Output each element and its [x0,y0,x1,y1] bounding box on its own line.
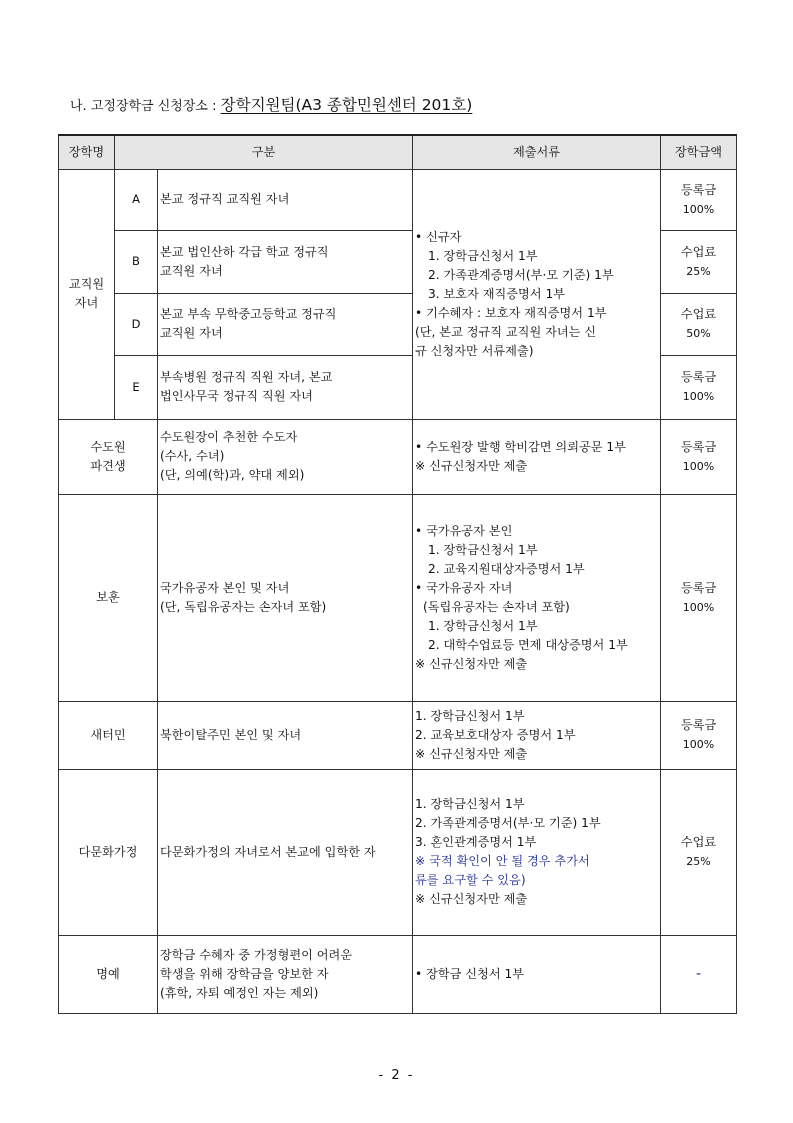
grade-b: B [115,230,158,293]
monastery-desc: 수도원장이 추천한 수도자 (수사, 수녀) (단, 의예(학)과, 약대 제외) [158,419,413,494]
scholarship-table [58,134,737,1014]
honor-amount: - [661,935,737,1013]
heading-prefix: 나. 고정장학금 신청장소 : [70,99,221,114]
grade-b-amount: 수업료 25% [661,230,737,293]
multicultural-name: 다문화가정 [59,769,158,935]
monastery-name: 수도원 파견생 [59,419,158,494]
staff-docs-cell: • 신규자 1. 장학금신청서 1부 2. 가족관계증명서(부·모 기준) 1부 3. 보호자 재직증명서 1부 • 기수혜자 : 보호자 재직증명서 1부 (단, 본교 정규직 교직원 자녀는 신 규 신청자만 서류제출) [413,169,661,419]
multicultural-desc: 다문화가정의 자녀로서 본교에 입학한 자 [158,769,413,935]
multicultural-amount: 수업료 25% [661,769,737,935]
table-row [59,701,737,769]
honor-desc: 장학금 수혜자 중 가정형편이 어려운 학생을 위해 장학금을 양보한 자 (휴학, 자퇴 예정인 자는 제외) [158,935,413,1013]
grade-a-desc: 본교 정규직 교직원 자녀 [158,169,413,230]
grade-e-desc: 부속병원 정규직 직원 자녀, 본교 법인사무국 정규직 직원 자녀 [158,355,413,419]
table-row [59,169,737,230]
table-row [59,494,737,701]
defector-docs: 1. 장학금신청서 1부 2. 교육보호대상자 증명서 1부 ※ 신규신청자만 제출 [413,701,661,769]
grade-a-amount: 등록금 100% [661,169,737,230]
table-row [59,419,737,494]
grade-e-amount: 등록금 100% [661,355,737,419]
table-header-row [59,135,737,169]
section-heading [70,93,472,115]
grade-e: E [115,355,158,419]
multicultural-docs: 1. 장학금신청서 1부 2. 가족관계증명서(부·모 기준) 1부 3. 혼인관계증명서 1부 ※ 국적 확인이 안 될 경우 추가서 류를 요구할 수 있음) ※ 신규신청자만 제출 [413,769,661,935]
veteran-desc: 국가유공자 본인 및 자녀 (단, 독립유공자는 손자녀 포함) [158,494,413,701]
grade-a: A [115,169,158,230]
grade-d: D [115,293,158,355]
veteran-amount: 등록금 100% [661,494,737,701]
defector-name: 새터민 [59,701,158,769]
monastery-docs: • 수도원장 발행 학비감면 의뢰공문 1부 ※ 신규신청자만 제출 [413,419,661,494]
page-number: - 2 - [378,1068,415,1083]
grade-d-desc: 본교 부속 무학중고등학교 정규직 교직원 자녀 [158,293,413,355]
header-scholarship-name: 장학명 [59,135,115,169]
honor-name: 명예 [59,935,158,1013]
application-place: 장학지원팀(A3 종합민원센터 201호) [220,96,473,114]
grade-d-amount: 수업료 50% [661,293,737,355]
defector-amount: 등록금 100% [661,701,737,769]
staff-name-cell: 교직원 자녀 [59,169,115,419]
header-documents: 제출서류 [413,135,661,169]
veteran-docs: • 국가유공자 본인 1. 장학금신청서 1부 2. 교육지원대상자증명서 1부 • 국가유공자 자녀 (독립유공자는 손자녀 포함) 1. 장학금신청서 1부 2. 대학수업료등 면제 대상증명서 1부 ※ 신규신청자만 제출 [413,494,661,701]
defector-desc: 북한이탈주민 본인 및 자녀 [158,701,413,769]
grade-b-desc: 본교 법인산하 각급 학교 정규직 교직원 자녀 [158,230,413,293]
header-category: 구분 [115,135,413,169]
header-amount: 장학금액 [661,135,737,169]
monastery-amount: 등록금 100% [661,419,737,494]
table-row [59,769,737,935]
honor-docs: • 장학금 신청서 1부 [413,935,661,1013]
table-row [59,935,737,1013]
veteran-name: 보훈 [59,494,158,701]
